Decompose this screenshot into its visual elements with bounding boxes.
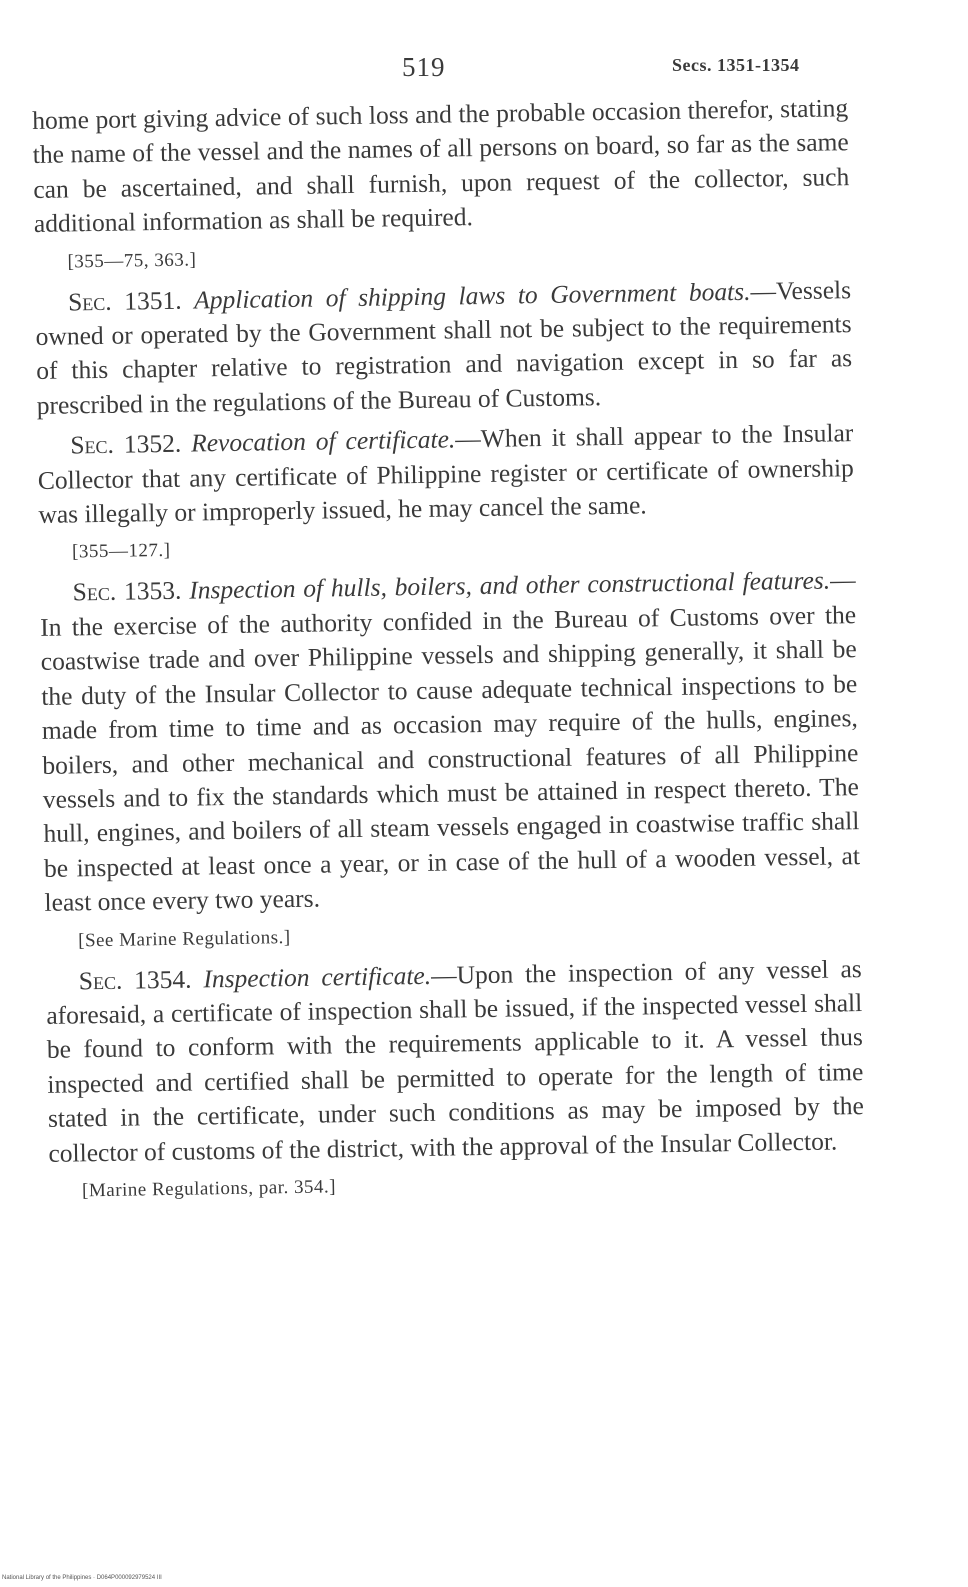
- section-1353: [39, 564, 860, 921]
- section-text: —Upon the inspection of any vessel as aforesaid, a certificate of inspection shall be issued, if the inspected vessel shall be found to conform with the requirements applicable to it. A vessel thus inspected and certified shall be permitted to operate for the length of time stated in the certificate, under such conditions as may be imposed by the collector of customs of the district, with the approval of the Insular Collector.: [46, 953, 865, 1168]
- body-text: [32, 91, 865, 1215]
- section-1351: [35, 273, 853, 423]
- citation: [Marine Regulations, par. 354.]: [81, 1176, 337, 1202]
- section-title: Inspection certificate.: [203, 960, 432, 993]
- page-number: 519: [402, 52, 446, 82]
- continuation-paragraph: home port giving advice of such loss and the probable occasion therefor, stating the name of the vessel and the names of all persons on board, so far as the same can be ascertained, and shall furnish, upon request of the collector, such additional information as shall be required.: [32, 93, 850, 239]
- section-label: Sec. 1351.: [67, 285, 182, 317]
- section-label: Sec. 1354.: [78, 964, 192, 995]
- section-title: Inspection of hulls, boilers, and other constructional features.: [189, 565, 831, 606]
- section-label: Sec. 1353.: [72, 576, 182, 607]
- section-title: Revocation of certificate.: [190, 424, 456, 458]
- scan-footer: National Library of the Philippines · D064P000092979524 III: [2, 1575, 162, 1581]
- section-text: —When it shall appear to the Insular Collector that any certificate of Philippine register or certificate of ownership was illegally or improperly issued, he may cancel the same.: [37, 418, 855, 530]
- section-text: —Vessels owned or operated by the Government shall not be subject to the requirements of this chapter relative to registration and navigation except in so far as prescribed in the regulations of the Bureau of Customs.: [35, 274, 853, 420]
- section-title: Application of shipping laws to Government boats.: [193, 276, 751, 315]
- section-1352: [37, 416, 855, 532]
- citation: [355—75, 363.]: [67, 249, 197, 273]
- citation: [See Marine Regulations.]: [77, 926, 291, 951]
- section-1354: [46, 952, 865, 1171]
- section-label: Sec. 1352.: [70, 428, 182, 460]
- citation: [355—127.]: [71, 540, 171, 563]
- running-head: Secs. 1351-1354: [672, 55, 800, 75]
- section-text: —In the exercise of the authority confided in the Bureau of Customs over the coastwise trade and over Philippine vessels and shipping generally, it shall be the duty of the Insular Collector to cause adequate technical inspections to be made from time to time and as occasion may require of the hulls, engines, boilers, and other mechanical and constructional features of all Philippine vessels and to fix the standards which must be attained in respect thereto. The hull, engines, and boilers of all steam vessels engaged in coastwise traffic shall be inspected at least once a year, or in case of the hull of a wooden vessel, at least once every two years.: [39, 565, 861, 918]
